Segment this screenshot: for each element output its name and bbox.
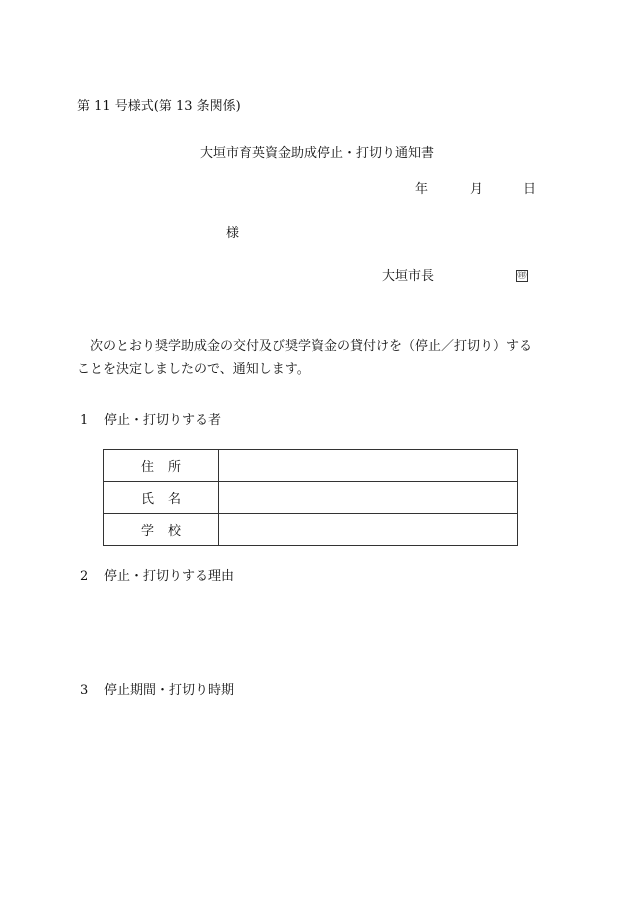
section-2-label: 停止・打切りする理由 <box>104 569 235 584</box>
seal-mark <box>516 270 528 282</box>
body-paragraph <box>77 335 557 381</box>
date-year-label: 年 <box>415 182 429 197</box>
table-row <box>104 482 518 514</box>
school-value[interactable] <box>219 514 518 546</box>
table-row <box>104 514 518 546</box>
form-number: 第 11 号様式(第 13 条関係) <box>77 99 241 114</box>
section-3-label: 停止期間・打切り時期 <box>104 683 235 698</box>
table-row <box>104 450 518 482</box>
name-label: 氏名 <box>104 482 219 514</box>
address-label: 住所 <box>104 450 219 482</box>
name-value[interactable] <box>219 482 518 514</box>
section-1-label: 停止・打切りする者 <box>104 413 222 428</box>
body-line-2: ことを決定しましたので、通知します。 <box>77 362 310 377</box>
section-1-heading <box>80 414 221 427</box>
body-line-1: 次のとおり奨学助成金の交付及び奨学資金の貸付けを（停止／打切り）する <box>90 339 533 354</box>
section-1-number: 1 <box>80 413 89 428</box>
date-month-label: 月 <box>470 182 484 197</box>
recipient-suffix: 様 <box>226 226 240 241</box>
seal-glyph: ㊞ <box>517 270 527 281</box>
person-info-table <box>103 449 518 546</box>
section-2-heading <box>80 570 234 583</box>
issuer-name: 大垣市長 <box>382 269 435 284</box>
section-3-heading <box>80 684 234 697</box>
document-title: 大垣市育英資金助成停止・打切り通知書 <box>199 146 434 161</box>
address-value[interactable] <box>219 450 518 482</box>
school-label: 学校 <box>104 514 219 546</box>
section-3-number: 3 <box>80 683 89 698</box>
date-day-label: 日 <box>523 182 537 197</box>
section-2-number: 2 <box>80 569 89 584</box>
